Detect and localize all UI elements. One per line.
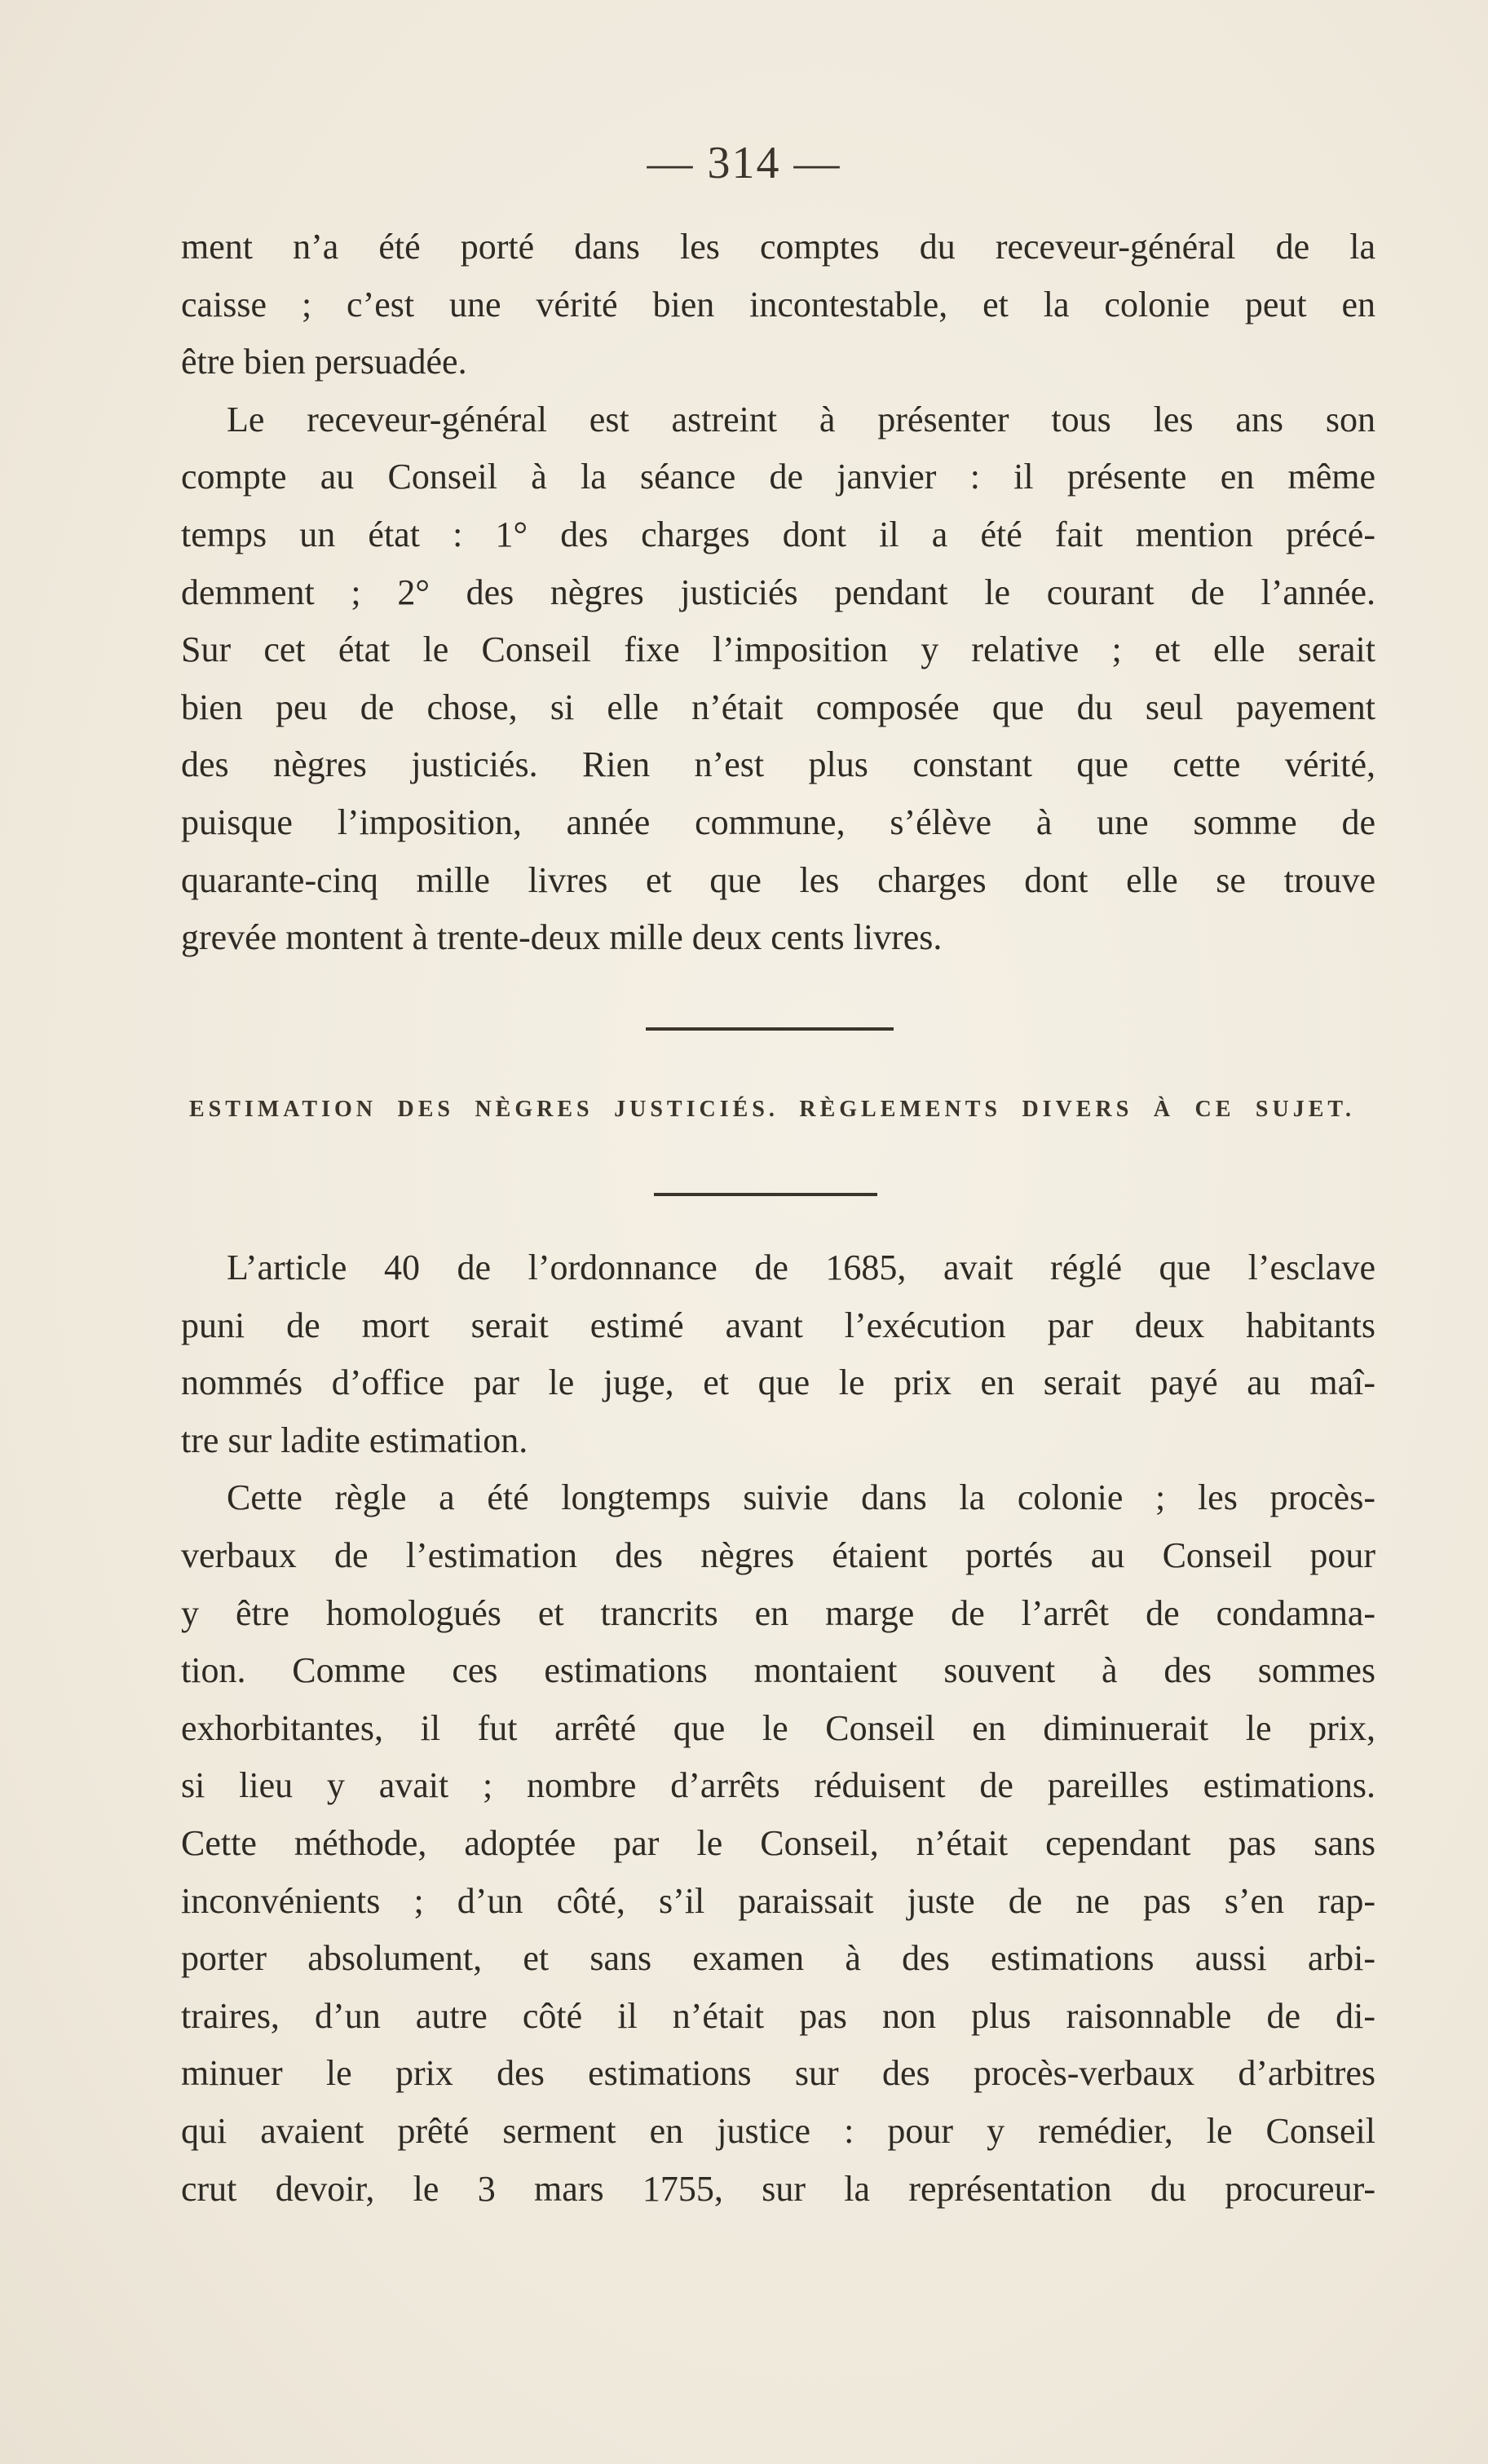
page-number: — 314 — (647, 138, 841, 188)
text-line: Le receveur-général est astreint à présenter tous les ans son (227, 399, 1375, 439)
divider-rule-top (646, 1027, 894, 1031)
text-line: Cette règle a été longtemps suivie dans la colonie ; les procès- (227, 1477, 1375, 1518)
text-line: nommés d’office par le juge, et que le prix en serait payé au maî- (181, 1362, 1375, 1403)
text-line: Cette méthode, adoptée par le Conseil, n’était cependant pas sans (181, 1822, 1375, 1863)
text-line: être bien persuadée. (181, 342, 467, 382)
text-line: grevée montent à trente-deux mille deux cents livres. (181, 917, 943, 958)
text-line: puni de mort serait estimé avant l’exécution par deux habitants (181, 1305, 1375, 1345)
text-line: demment ; 2° des nègres justiciés pendant le courant de l’année. (181, 572, 1375, 612)
paragraph-block-2 (181, 1239, 1375, 2218)
text-line: porter absolument, et sans examen à des estimations aussi arbi- (181, 1938, 1375, 1979)
text-line: ment n’a été porté dans les comptes du receveur-général de la (181, 227, 1375, 267)
text-line: bien peu de chose, si elle n’était composée que du seul payement (181, 687, 1375, 727)
text-line: des nègres justiciés. Rien n’est plus constant que cette vérité, (181, 744, 1375, 785)
divider-rule-bottom (654, 1193, 877, 1196)
paragraph-block-1 (181, 219, 1375, 967)
text-line: Sur cet état le Conseil fixe l’imposition y relative ; et elle serait (181, 629, 1375, 670)
text-line: tion. Comme ces estimations montaient souvent à des sommes (181, 1650, 1375, 1691)
section-heading: ESTIMATION DES NÈGRES JUSTICIÉS. RÈGLEMENTS DIVERS À CE SUJET. (189, 1097, 1355, 1122)
text-line: verbaux de l’estimation des nègres étaient portés au Conseil pour (181, 1534, 1375, 1575)
text-line: si lieu y avait ; nombre d’arrêts réduisent de pareilles estimations. (181, 1765, 1375, 1806)
text-line: compte au Conseil à la séance de janvier : il présente en même (181, 457, 1375, 497)
text-line: puisque l’imposition, année commune, s’élève à une somme de (181, 801, 1375, 842)
text-line: traires, d’un autre côté il n’était pas non plus raisonnable de di- (181, 1995, 1375, 2036)
text-line: quarante-cinq mille livres et que les charges dont elle se trouve (181, 859, 1375, 900)
text-line: exhorbitantes, il fut arrêté que le Conseil en diminuerait le prix, (181, 1707, 1375, 1748)
text-line: caisse ; c’est une vérité bien incontestable, et la colonie peut en (181, 284, 1375, 325)
text-line: tre sur ladite estimation. (181, 1420, 528, 1460)
text-line: y être homologués et trancrits en marge de l’arrêt de condamna- (181, 1592, 1375, 1633)
text-line: inconvénients ; d’un côté, s’il paraissait juste de ne pas s’en rap- (181, 1880, 1375, 1921)
text-line: minuer le prix des estimations sur des procès-verbaux d’arbitres (181, 2053, 1375, 2094)
text-line: temps un état : 1° des charges dont il a été fait mention précé- (181, 514, 1375, 554)
text-line: crut devoir, le 3 mars 1755, sur la représentation du procureur- (181, 2168, 1375, 2209)
text-line: qui avaient prêté serment en justice : pour y remédier, le Conseil (181, 2110, 1375, 2151)
text-line: L’article 40 de l’ordonnance de 1685, avait réglé que l’esclave (227, 1247, 1375, 1287)
